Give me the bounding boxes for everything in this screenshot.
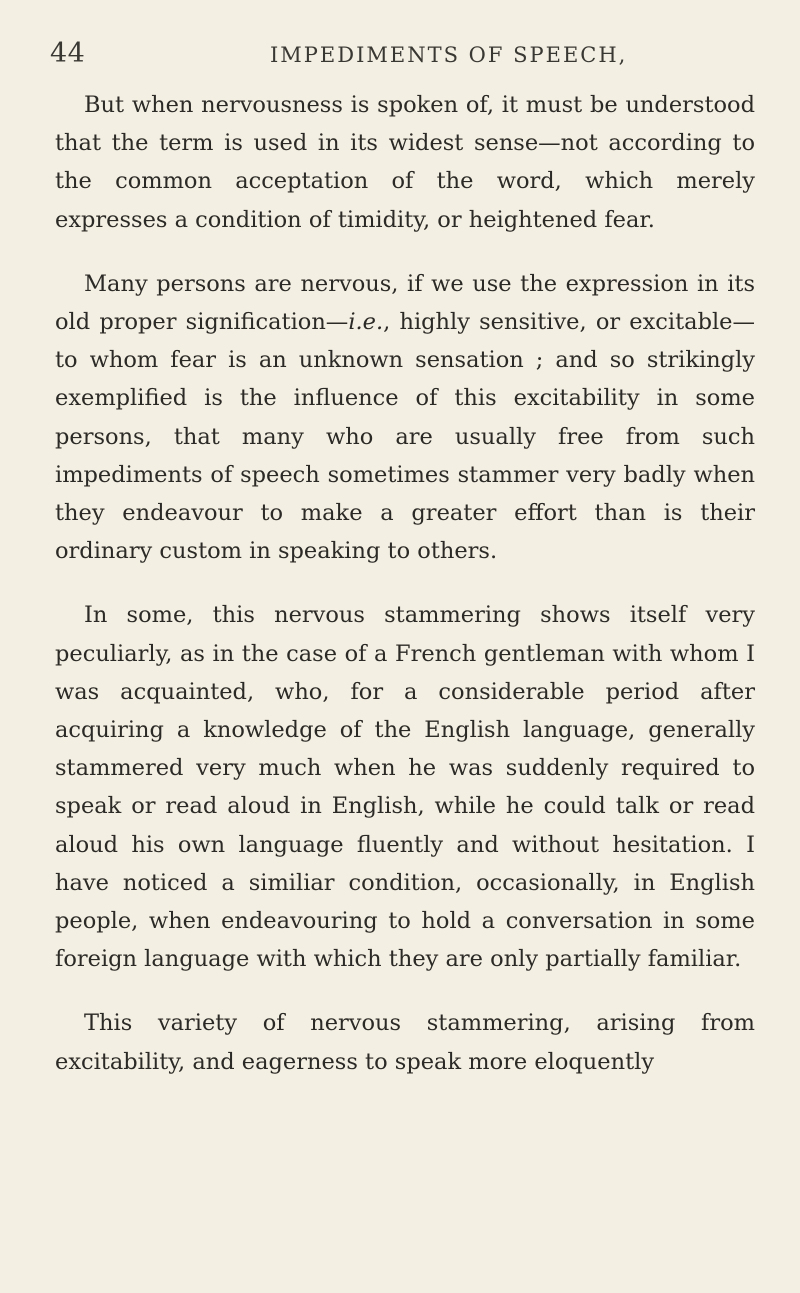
paragraph-2-after: , highly sensitive, or excitable—to whom fear is an unknown sensation ; and so strikingly exemplified is the influence of this excitability in some persons, that many who are usually free from such impediments of speech sometimes stammer very badly when they endeavour to make a greater effort than is their ordinary custom in speaking to others. [55,309,755,565]
paragraph-1: But when nervousness is spoken of, it must be understood that the term is used in its widest sense—not according to the common acceptation of the word, which merely expresses a condition of timidity, or heightened fear. [55,92,755,233]
page-header [50,38,750,78]
running-head: IMPEDIMENTS OF SPEECH, [270,43,628,67]
paragraph-2-before: Many persons are nervous, if we use the expression in its old proper signification— [55,270,755,336]
paragraph-4: This variety of nervous stammering, arising from excitability, and eagerness to speak more eloquently [55,1010,755,1075]
paragraph-3: In some, this nervous stammering shows itself very peculiarly, as in the case of a French gentleman with whom I was acquainted, who, for a considerable period after acquiring a knowledge of the English language, generally stammered very much when he was suddenly required to speak or read aloud in English, while he could talk or read aloud his own language fluently and without hesitation. I have noticed a similiar condition, occasionally, in English people, when endeavouring to hold a conversation in some foreign language with which they are only partially familiar. [55,602,755,973]
body-text [55,86,755,1081]
paragraph-2-italic: i.e. [348,309,384,336]
page-number: 44 [50,38,86,69]
paragraph-2 [55,265,755,571]
